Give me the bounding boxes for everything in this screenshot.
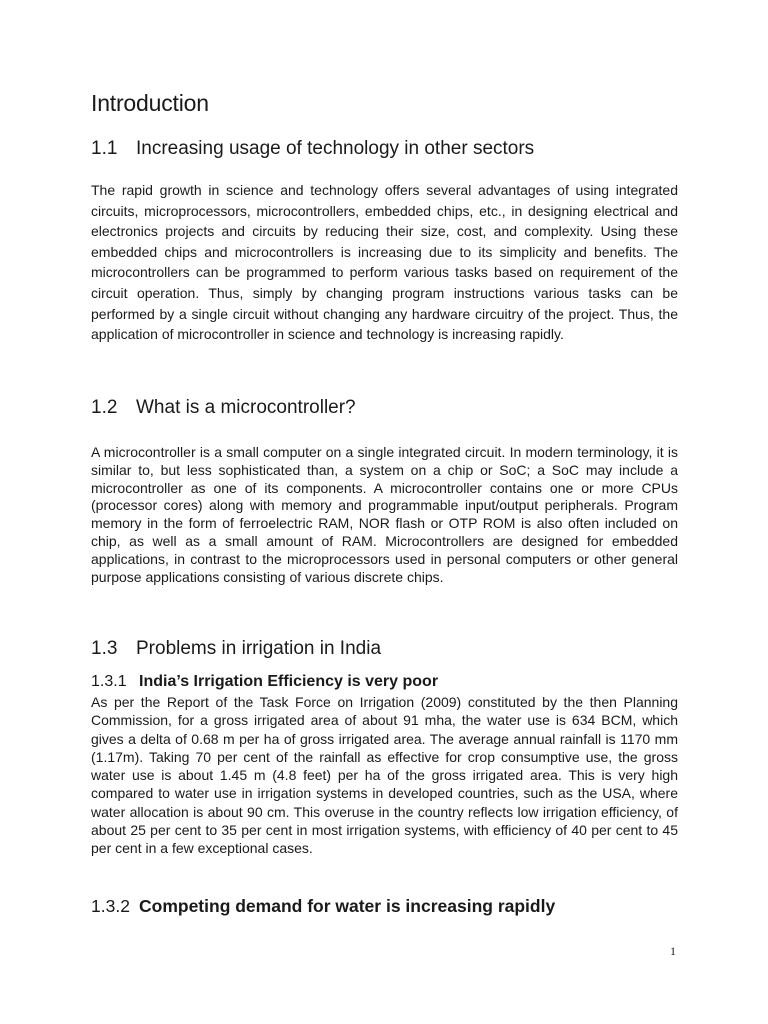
- section-number: 1.3.1: [91, 673, 127, 690]
- section-1-2-heading: [91, 397, 356, 419]
- section-number: 1.2: [91, 397, 118, 418]
- page-number: 1: [670, 944, 676, 958]
- section-title: What is a microcontroller?: [136, 397, 356, 418]
- section-1-3-1-heading: [91, 673, 438, 691]
- section-title: India’s Irrigation Efficiency is very poor: [139, 673, 439, 690]
- section-1-3-1-paragraph: As per the Report of the Task Force on Irrigation (2009) constituted by the then Planning Commission, for a gross irrigated area of about 91 mha, the water use is 634 BCM, which gives a delta of 0.68 m per ha of gross irrigated area. The average annual rainfall is 1170 mm (1.17m). Taking 70 per cent of the rainfall as effective for crop consumptive use, the gross water use is about 1.45 m (4.8 feet) per ha of the gross irrigated area. This is very high compared to water use in irrigation systems in developed countries, such as the USA, where water allocation is about 90 cm. This overuse in the country reflects low irrigation efficiency, of about 25 per cent to 35 per cent in most irrigation systems, with efficiency of 40 per cent to 45 per cent in a few exceptional cases.: [91, 694, 678, 857]
- section-1-3-heading: [91, 638, 381, 660]
- section-1-2-paragraph: A microcontroller is a small computer on a single integrated circuit. In modern terminology, it is similar to, but less sophisticated than, a system on a chip or SoC; a SoC may include a microcontroller as one of its components. A microcontroller contains one or more CPUs (processor cores) along with memory and programmable input/output peripherals. Program memory in the form of ferroelectric RAM, NOR flash or OTP ROM is also often included on chip, as well as a small amount of RAM. Microcontrollers are designed for embedded applications, in contrast to the microprocessors used in personal computers or other general purpose applications consisting of various discrete chips.: [91, 444, 678, 585]
- page-title: Introduction: [91, 90, 209, 116]
- section-title: Competing demand for water is increasing rapidly: [139, 896, 556, 916]
- section-title: Problems in irrigation in India: [136, 638, 382, 659]
- section-1-1-heading: [91, 138, 534, 160]
- section-number: 1.3: [91, 638, 118, 659]
- section-number: 1.3.2: [91, 896, 130, 916]
- section-number: 1.1: [91, 138, 118, 159]
- section-1-1-paragraph: The rapid growth in science and technology offers several advantages of using integrated circuits, microprocessors, microcontrollers, embedded chips, etc., in designing electrical and electronics projects and circuits by reducing their size, cost, and complexity. Using these embedded chips and microcontrollers is increasing due to its simplicity and benefits. The microcontrollers can be programmed to perform various tasks based on requirement of the circuit operation. Thus, simply by changing program instructions various tasks can be performed by a single circuit without changing any hardware circuitry of the project. Thus, the application of microcontroller in science and technology is increasing rapidly.: [91, 182, 678, 343]
- section-1-3-2-heading: [91, 896, 555, 917]
- section-title: Increasing usage of technology in other sectors: [136, 138, 535, 159]
